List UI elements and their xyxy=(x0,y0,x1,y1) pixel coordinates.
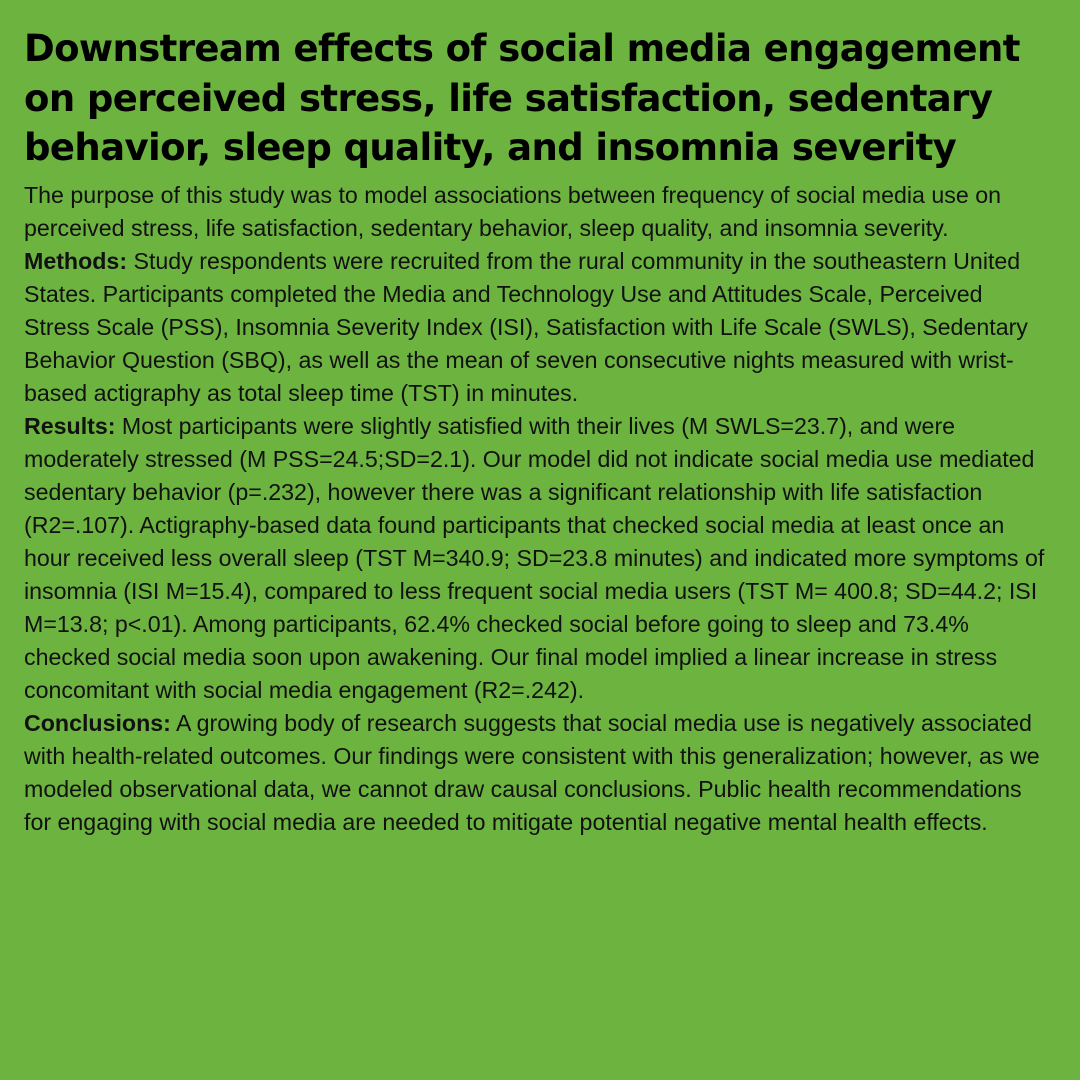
conclusions-paragraph xyxy=(24,707,1052,839)
page-title: Downstream effects of social media engagement on perceived stress, life satisfaction, sedentary behavior, sleep quality, and insomnia severity xyxy=(24,27,1020,169)
purpose-paragraph xyxy=(24,179,1052,245)
purpose-text: The purpose of this study was to model associations between frequency of social media use on perceived stress, life satisfaction, sedentary behavior, sleep quality, and insomnia severity. xyxy=(24,181,1001,241)
results-text: Most participants were slightly satisfied with their lives (M SWLS=23.7), and were moderately stressed (M PSS=24.5;SD=2.1). Our model did not indicate social media use mediated sedentary behavior (p=.232), however there was a significant relationship with life satisfaction (R2=.107). Actigraphy-based data found participants that checked social media at least once an hour received less overall sleep (TST M=340.9; SD=23.8 minutes) and indicated more symptoms of insomnia (ISI M=15.4), compared to less frequent social media users (TST M= 400.8; SD=44.2; ISI M=13.8; p<.01). Among participants, 62.4% checked social before going to sleep and 73.4% checked social media soon upon awakening. Our final model implied a linear increase in stress concomitant with social media engagement (R2=.242). xyxy=(24,412,1045,703)
results-paragraph xyxy=(24,410,1052,707)
conclusions-text: A growing body of research suggests that social media use is negatively associated with health-related outcomes. Our findings were consistent with this generalization; however, as we modeled observational data, we cannot draw causal conclusions. Public health recommendations for engaging with social media are needed to mitigate potential negative mental health effects. xyxy=(24,709,1040,835)
results-label: Results: xyxy=(24,412,116,439)
conclusions-label: Conclusions: xyxy=(24,709,171,736)
methods-text: Study respondents were recruited from the rural community in the southeastern United States. Participants completed the Media and Technology Use and Attitudes Scale, Perceived Stress Scale (PSS), Insomnia Severity Index (ISI), Satisfaction with Life Scale (SWLS), Sedentary Behavior Question (SBQ), as well as the mean of seven consecutive nights measured with wrist-based actigraphy as total sleep time (TST) in minutes. xyxy=(24,247,1028,406)
abstract-body xyxy=(24,179,1052,839)
methods-label: Methods: xyxy=(24,247,128,274)
methods-paragraph xyxy=(24,245,1052,410)
